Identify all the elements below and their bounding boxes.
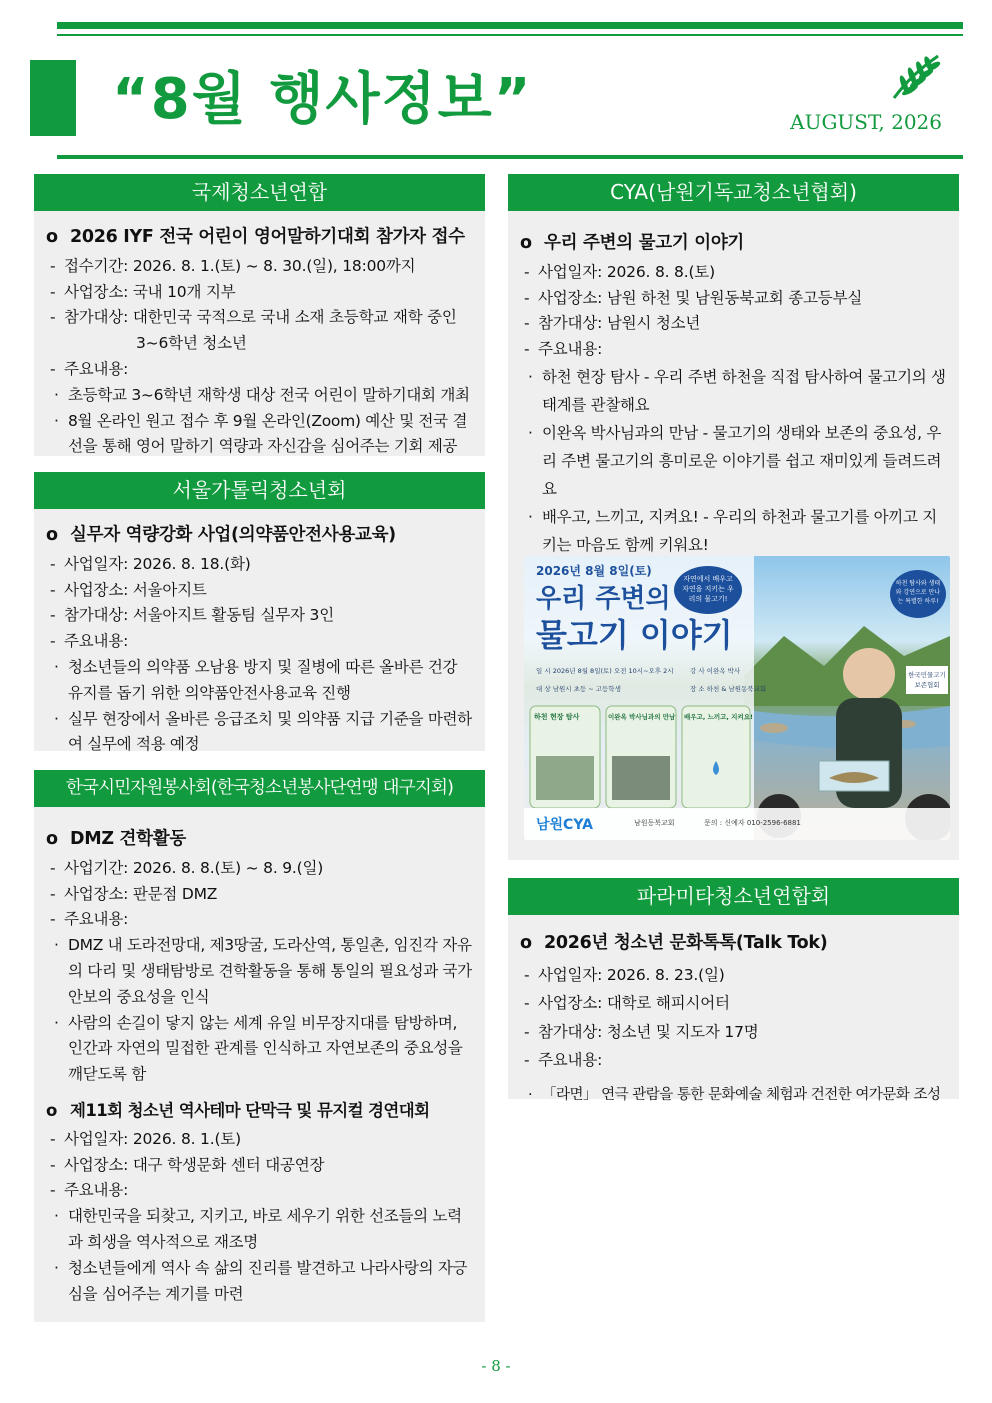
poster-card-3: 배우고, 느끼고, 지켜요! [684,713,753,721]
circle-bullet-icon: o [520,233,532,253]
event-title: o 제11회 청소년 역사테마 단막극 및 뮤지컬 경연대회 [46,1098,475,1124]
leaf-icon [888,52,944,100]
section-heading: CYA(남원기독교청소년협회) [508,174,959,211]
info-line: - 사업일자: 2026. 8. 23.(일) [524,965,725,984]
info-line: - 사업장소: 남원 하천 및 남원동북교회 종고등부실 [524,288,863,307]
section-cya [508,174,959,860]
content-bullet: · 하천 현장 탐사 - 우리 주변 하천을 직접 탐사하여 물고기의 생태계를 관찰해요 [528,367,946,414]
content-bullet: · 대한민국을 되찾고, 지키고, 바로 세우기 위한 선조들의 노력과 희생을 역사적으로 재조명 [54,1207,462,1251]
info-line: - 사업장소: 국내 10개 지부 [50,282,236,301]
poster-info-date: 일 시 2026년 8월 8일(토) 오전 10시~오후 2시 [536,667,674,675]
content-bullet: · 초등학교 3~6학년 재학생 대상 전국 어린이 말하기대회 개최 [54,385,470,404]
info-line: - 참가대상: 서울아지트 활동팀 실무자 3인 [50,606,334,625]
info-line: - 주요내용: [524,1051,603,1069]
content-bullet: · 이완옥 박사님과의 만남 - 물고기의 생태와 보존의 중요성, 우리 주변 물고기의 흥미로운 이야기를 쉽고 재미있게 들려드려요 [528,423,942,498]
event-poster [524,556,950,840]
info-line: - 접수기간: 2026. 8. 1.(토) ~ 8. 30.(일), 18:00까지 [50,256,416,275]
top-rule-thin [57,34,963,36]
section-heading: 서울가톨릭청소년회 [34,472,485,509]
section-paramita [508,878,959,1103]
content-bullet: · 「라면」 연극 관람을 통한 문화예술 체험과 건전한 여가문화 조성 [528,1086,941,1103]
info-line: - 사업장소: 판문점 DMZ [50,884,218,903]
content-bullet: · 실무 현장에서 올바른 응급조치 및 의약품 지급 기준을 마련하여 실무에 적용 예정 [54,709,472,754]
info-line: - 사업일자: 2026. 8. 1.(토) [50,1129,241,1148]
info-line: - 사업기간: 2026. 8. 8.(토) ~ 8. 9.(일) [50,858,324,877]
circle-bullet-icon: o [46,227,58,247]
issue-date: AUGUST, 2026 [790,110,942,134]
top-rule-thick [57,22,963,29]
content-bullet: · 배우고, 느끼고, 지켜요! - 우리의 하천과 물고기를 아끼고 지키는 마음도 함께 키워요! [528,507,937,554]
page-title: “8월 행사정보” [112,67,533,132]
poster-info-place: 장 소 하천 & 남원동북교회 [690,685,767,693]
info-line: - 주요내용: [50,910,129,929]
poster-contact: 문의 : 신예자 010-2596-6881 [704,819,801,827]
event-title: o DMZ 견학활동 [46,827,475,853]
poster-title-main: 물고기 이야기 [536,616,733,654]
info-line: - 참가대상: 남원시 청소년 [524,314,701,333]
poster-bubble-2: 하천 탐사와 생태와 강연으로 만나는 특별한 하루! [890,570,946,618]
event-title: o 2026 IYF 전국 어린이 영어말하기대회 참가자 접수 [46,225,475,251]
circle-bullet-icon: o [520,933,532,953]
page-number: - 8 - [481,1357,511,1375]
poster-church: 남원동북교회 [634,819,675,827]
poster-title-top: 우리 주변의 [536,584,671,614]
content-bullet: · 청소년들의 의약품 오남용 방지 및 질병에 따른 올바른 건강 유지를 돕기 위한 의약품안전사용교육 진행 [54,657,458,702]
poster-date: 2026년 8월 8일(토) [536,564,652,578]
info-line: - 주요내용: [524,340,603,359]
info-line-target: - 참가대상: 대한민국 국적으로 국내 소재 초등학교 재학 중인 3~6학년 청소년 [50,308,457,353]
event-title: o 2026년 청소년 문화톡톡(Talk Tok) [520,929,949,958]
event-title: o 실무자 역량강화 사업(의약품안전사용교육) [46,523,475,549]
section-ksv [34,770,485,1322]
section-seoul-catholic [34,472,485,754]
poster-card-1: 하천 현장 탐사 [534,713,580,721]
info-line: - 사업일자: 2026. 8. 8.(토) [524,262,715,281]
poster-logo: 남원CYA [536,817,593,833]
poster-info-target: 대 상 남원시 초등 ~ 고등학생 [536,685,621,693]
info-line: - 사업장소: 대구 학생문화 센터 대공연장 [50,1155,325,1174]
info-line: - 주요내용: [50,632,129,651]
circle-bullet-icon: o [46,525,58,545]
poster-card-2: 이완옥 박사님과의 만남 [608,713,676,721]
info-line: - 사업일자: 2026. 8. 18.(화) [50,554,251,573]
info-line: - 사업장소: 대학로 해피시어터 [524,994,730,1012]
content-bullet: · 사람의 손길이 닿지 않는 세계 유일 비무장지대를 탐방하며, 인간과 자연의 밀접한 관계를 인식하고 자연보존의 중요성을 깨닫도록 함 [54,1013,463,1084]
info-line: - 사업장소: 서울아지트 [50,580,207,599]
poster-bubble: 자연에서 배우고 자연을 지키는 우리의 물고기! [674,566,742,614]
info-line: - 참가대상: 청소년 및 지도자 17명 [524,1022,759,1041]
section-iyf [34,174,485,456]
section-heading: 파라미타청소년연합회 [508,878,959,915]
info-line: - 주요내용: [50,1181,129,1200]
circle-bullet-icon: o [46,829,58,849]
content-bullet: · 청소년들에게 역사 속 삶의 진리를 발견하고 나라사랑의 자긍심을 심어주는 계기를 마련 [54,1258,468,1303]
content-bullet: · 8월 온라인 원고 접수 후 9월 온라인(Zoom) 예산 및 전국 결선을 통해 영어 말하기 역량과 자신감을 심어주는 기회 제공 [54,411,468,456]
section-heading: 국제청소년연합 [34,174,485,211]
header-bottom-rule [57,155,963,159]
event-title: o 우리 주변의 물고기 이야기 [520,231,949,257]
circle-bullet-icon: o [46,1100,57,1120]
section-heading: 한국시민자원봉사회(한국청소년봉사단연맹 대구지회) [34,770,485,807]
poster-info-speaker: 강 사 이완옥 박사 [690,667,741,675]
title-accent-block [30,60,76,136]
poster-banner: 한국민물고기 보존협회 [906,666,948,694]
info-line: - 주요내용: [50,359,129,378]
content-bullet: · DMZ 내 도라전망대, 제3땅굴, 도라산역, 통일촌, 임진각 자유의 다리 및 생태탐방로 견학활동을 통해 통일의 필요성과 국가안보의 중요성을 인식 [54,936,472,1006]
